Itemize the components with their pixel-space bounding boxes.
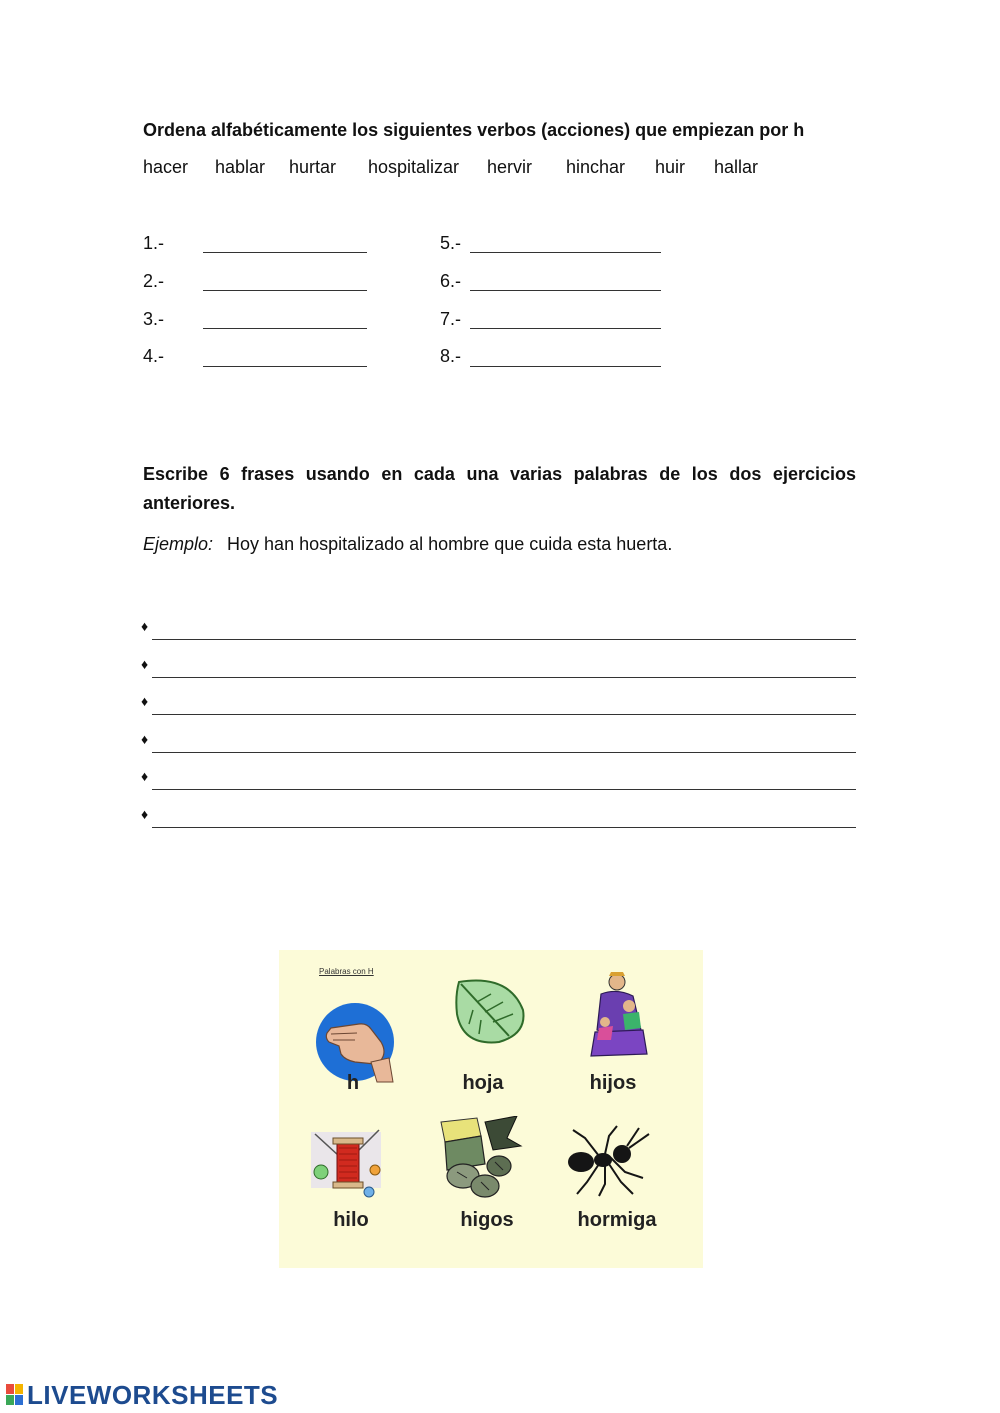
- verb-word: hurtar: [289, 157, 337, 177]
- logo-text: LIVEWORKSHEETS: [27, 1380, 279, 1410]
- sentence-line[interactable]: [141, 656, 856, 678]
- picture-word: hoja: [462, 1072, 504, 1094]
- picture-word: higos: [460, 1209, 514, 1231]
- diamond-bullet-icon: ♦: [141, 693, 149, 709]
- figs-icon: [437, 1116, 523, 1202]
- sentence-line[interactable]: [141, 768, 856, 790]
- answer-blank[interactable]: [470, 252, 661, 253]
- leaf-icon: [449, 974, 529, 1046]
- item-number: 2.-: [143, 271, 165, 291]
- exercise1-title: Ordena alfabéticamente los siguientes verbos (acciones) que empiezan por h: [143, 120, 805, 140]
- picture-word: hormiga: [577, 1209, 657, 1231]
- example-text: Hoy han hospitalizado al hombre que cuida esta huerta.: [227, 534, 673, 554]
- verb-word: hallar: [714, 157, 759, 177]
- answer-blank[interactable]: [203, 366, 367, 367]
- verb-word: hervir: [487, 157, 533, 177]
- answer-blank[interactable]: [470, 366, 661, 367]
- diamond-bullet-icon: ♦: [141, 768, 149, 784]
- verb-word: huir: [655, 157, 686, 177]
- verb-word: hacer: [143, 157, 189, 177]
- palabras-con-h-picture: [279, 950, 703, 1268]
- answer-blank[interactable]: [470, 290, 661, 291]
- picture-word: hilo: [333, 1209, 369, 1231]
- picture-word: hijos: [589, 1072, 637, 1094]
- diamond-bullet-icon: ♦: [141, 656, 149, 672]
- logo-blocks-icon: [6, 1384, 24, 1406]
- parent-children-icon: [581, 970, 661, 1062]
- answer-blank[interactable]: [470, 328, 661, 329]
- ant-icon: [559, 1124, 655, 1198]
- exercise2-title: Escribe 6 frases usando en cada una varias palabras de los dos ejercicios anteriores.: [143, 464, 856, 513]
- item-number: 1.-: [143, 233, 165, 253]
- sentence-line[interactable]: [141, 806, 856, 828]
- diamond-bullet-icon: ♦: [141, 618, 149, 634]
- item-number: 6.-: [440, 271, 462, 291]
- answer-blank[interactable]: [203, 328, 367, 329]
- item-number: 3.-: [143, 309, 165, 329]
- item-number: 5.-: [440, 233, 462, 253]
- item-number: 7.-: [440, 309, 462, 329]
- example-label: Ejemplo:: [143, 534, 214, 554]
- item-number: 4.-: [143, 346, 165, 366]
- sentence-line[interactable]: [141, 731, 856, 753]
- answer-blank[interactable]: [203, 252, 367, 253]
- diamond-bullet-icon: ♦: [141, 731, 149, 747]
- verb-word: hablar: [215, 157, 266, 177]
- picture-word: h: [346, 1072, 360, 1094]
- thread-spool-icon: [309, 1124, 385, 1198]
- item-number: 8.-: [440, 346, 462, 366]
- diamond-bullet-icon: ♦: [141, 806, 149, 822]
- answer-blank[interactable]: [203, 290, 367, 291]
- picture-caption: Palabras con H: [319, 967, 374, 976]
- sentence-line[interactable]: [141, 618, 856, 640]
- verb-word: hinchar: [566, 157, 626, 177]
- example-line: [143, 534, 672, 555]
- sentence-line[interactable]: [141, 693, 856, 715]
- verb-word: hospitalizar: [368, 157, 460, 177]
